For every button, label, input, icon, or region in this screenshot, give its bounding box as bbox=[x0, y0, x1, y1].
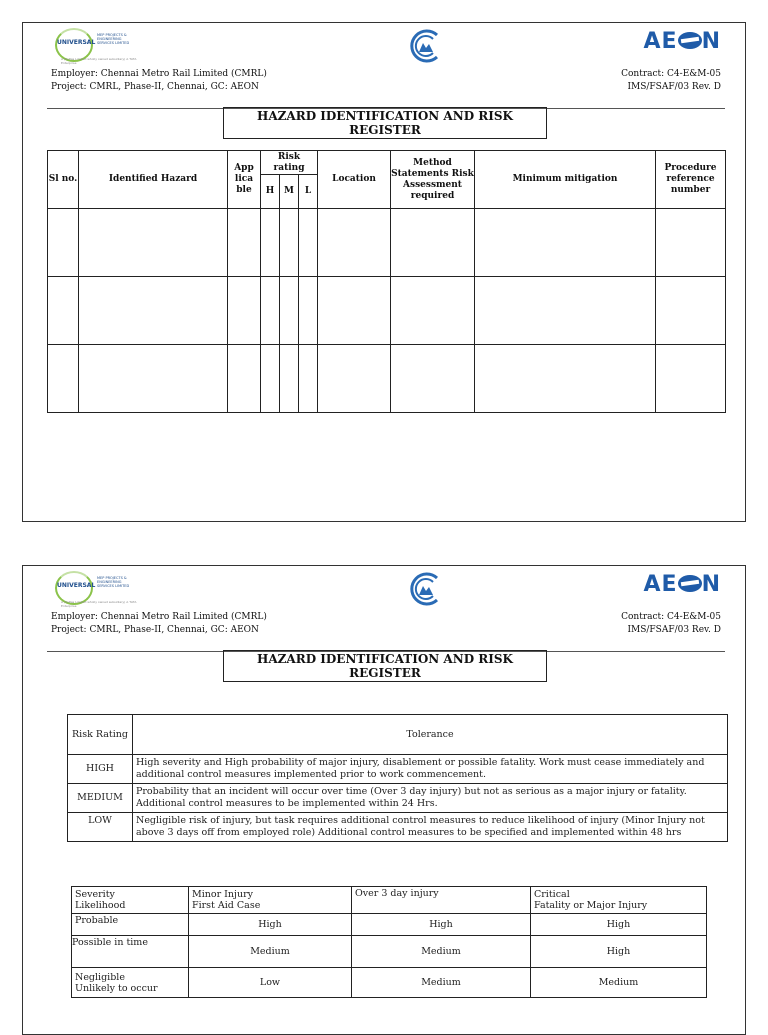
matrix-col-over3: Over 3 day injury bbox=[352, 887, 531, 914]
col-location: Location bbox=[318, 151, 391, 209]
aeon-logo: AE N bbox=[643, 29, 721, 54]
matrix-cell: Medium bbox=[189, 936, 352, 968]
universal-logo: UNIVERSAL MEP PROJECTS & ENGINEERING SERVICES LIMITED A (Voltas Limited wholly owned subsidiary) A TATA Enterprise bbox=[53, 571, 143, 609]
tolerance-head-rating: Risk Rating bbox=[68, 715, 133, 755]
risk-matrix-table bbox=[71, 886, 707, 998]
aeon-globe-icon bbox=[678, 32, 702, 49]
matrix-cell: Medium bbox=[531, 968, 707, 998]
col-h: H bbox=[261, 175, 280, 209]
tolerance-text: Probability that an incident will occur over time (Over 3 day injury) but not as serious as a major injury or fatality. Additional control measures to be implemented within 24 Hrs. bbox=[133, 784, 728, 813]
matrix-cell: High bbox=[531, 936, 707, 968]
matrix-cell: Medium bbox=[352, 968, 531, 998]
table-row bbox=[48, 345, 726, 413]
contract-text: Contract: C4-E&M-05 bbox=[621, 612, 721, 622]
col-method: Method Statements Risk Assessment required bbox=[391, 151, 475, 209]
tolerance-table bbox=[67, 714, 728, 842]
risk-rating-page bbox=[22, 565, 746, 1035]
docref-text: IMS/FSAF/03 Rev. D bbox=[627, 82, 721, 92]
tolerance-rating: LOW bbox=[68, 813, 133, 842]
aeon-globe-icon bbox=[678, 575, 702, 592]
matrix-cell: Medium bbox=[352, 936, 531, 968]
tolerance-rating: MEDIUM bbox=[68, 784, 133, 813]
col-m: M bbox=[280, 175, 299, 209]
table-row bbox=[68, 715, 728, 755]
tolerance-text: Negligible risk of injury, but task requires additional control measures to reduce likelihood of injury (Minor Injury not above 3 days off from employed role) Additional control measures to be specified and implemented within 48 hrs bbox=[133, 813, 728, 842]
employer-text: Employer: Chennai Metro Rail Limited (CMRL) bbox=[51, 69, 267, 79]
hazard-register-table bbox=[47, 150, 726, 413]
header-contract-block bbox=[621, 611, 721, 637]
universal-logo: UNIVERSAL MEP PROJECTS & ENGINEERING SERVICES LIMITED A (Voltas Limited wholly owned subsidiary) A TATA Enterprise bbox=[53, 28, 143, 66]
header-employer-block bbox=[51, 68, 267, 94]
matrix-cell: High bbox=[352, 914, 531, 936]
tolerance-head-tolerance: Tolerance bbox=[133, 715, 728, 755]
col-risk-rating: Risk rating bbox=[261, 151, 318, 175]
tolerance-rating: HIGH bbox=[68, 755, 133, 784]
table-row bbox=[68, 813, 728, 842]
project-text: Project: CMRL, Phase-II, Chennai, GC: AEON bbox=[51, 82, 259, 92]
cmrl-logo-icon bbox=[405, 570, 445, 608]
col-hazard: Identified Hazard bbox=[79, 151, 228, 209]
table-row bbox=[68, 784, 728, 813]
page-header bbox=[23, 566, 745, 656]
matrix-cell: Low bbox=[189, 968, 352, 998]
matrix-cell: High bbox=[531, 914, 707, 936]
cmrl-logo-icon bbox=[405, 27, 445, 65]
table-row bbox=[72, 968, 707, 998]
matrix-likelihood: Possible in time bbox=[72, 936, 189, 968]
page-title: HAZARD IDENTIFICATION AND RISK REGISTER bbox=[223, 650, 547, 682]
col-procedure: Procedure reference number bbox=[656, 151, 726, 209]
tolerance-text: High severity and High probability of major injury, disablement or possible fatality. Work must cease immediately and additional control measures implemented prior to work commencement. bbox=[133, 755, 728, 784]
contract-text: Contract: C4-E&M-05 bbox=[621, 69, 721, 79]
header-employer-block bbox=[51, 611, 267, 637]
header-contract-block bbox=[621, 68, 721, 94]
col-applicable: App lica ble bbox=[228, 151, 261, 209]
page-title: HAZARD IDENTIFICATION AND RISK REGISTER bbox=[223, 107, 547, 139]
aeon-logo: AE N bbox=[643, 572, 721, 597]
matrix-col-minor: Minor Injury First Aid Case bbox=[189, 887, 352, 914]
table-row bbox=[72, 887, 707, 914]
matrix-likelihood: Negligible Unlikely to occur bbox=[72, 968, 189, 998]
table-row bbox=[68, 755, 728, 784]
matrix-corner: Severity Likelihood bbox=[72, 887, 189, 914]
docref-text: IMS/FSAF/03 Rev. D bbox=[627, 625, 721, 635]
table-row bbox=[48, 209, 726, 277]
table-row bbox=[48, 277, 726, 345]
table-row bbox=[72, 914, 707, 936]
matrix-cell: High bbox=[189, 914, 352, 936]
table-row bbox=[72, 936, 707, 968]
col-mitigation: Minimum mitigation bbox=[475, 151, 656, 209]
matrix-likelihood: Probable bbox=[72, 914, 189, 936]
employer-text: Employer: Chennai Metro Rail Limited (CMRL) bbox=[51, 612, 267, 622]
col-sl: Sl no. bbox=[48, 151, 79, 209]
project-text: Project: CMRL, Phase-II, Chennai, GC: AEON bbox=[51, 625, 259, 635]
col-l: L bbox=[299, 175, 318, 209]
matrix-col-critical: Critical Fatality or Major Injury bbox=[531, 887, 707, 914]
page-header bbox=[23, 23, 745, 113]
register-page bbox=[22, 22, 746, 522]
